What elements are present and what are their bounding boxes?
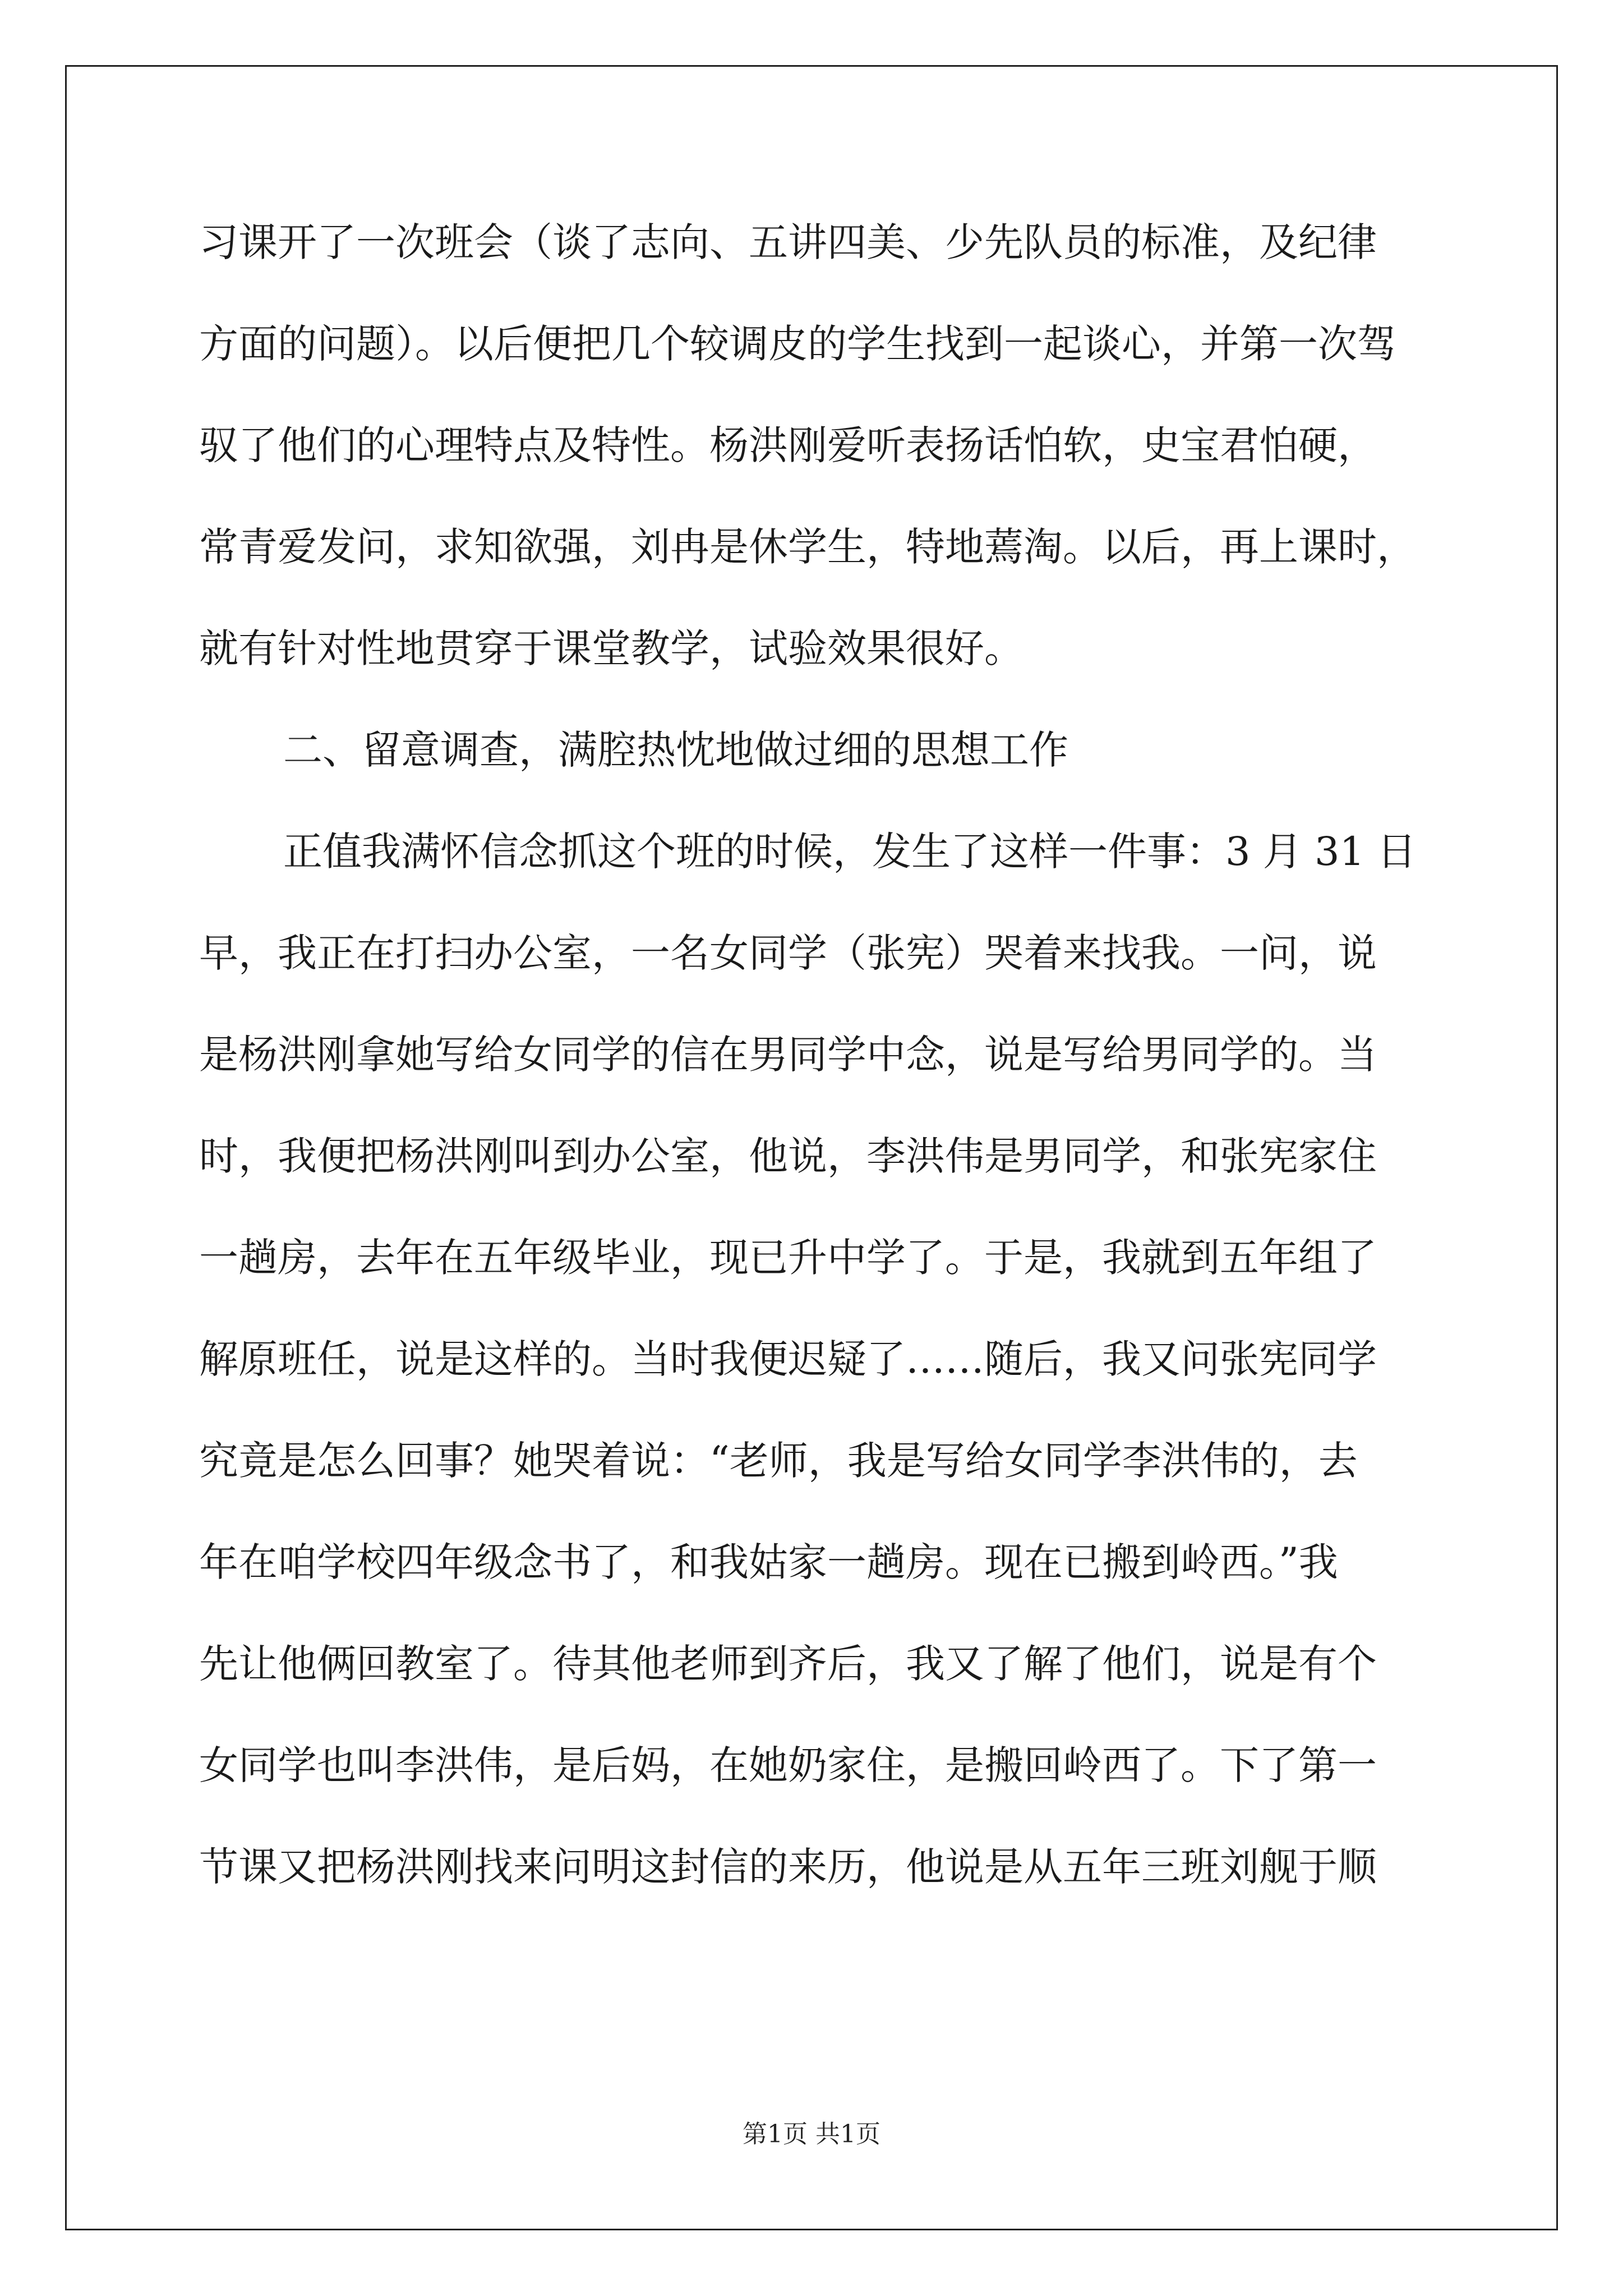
- text-line: 就有针对性地贯穿于课堂教学，试验效果很好。: [199, 625, 1023, 671]
- text-line: 先让他俩回教室了。待其他老师到齐后，我又了解了他们，说是有个: [199, 1641, 1377, 1687]
- text-line: 年在咱学校四年级念书了，和我姑家一趟房。现在已搬到岭西。”我: [199, 1539, 1338, 1585]
- text-line: 时，我便把杨洪刚叫到办公室，他说，李洪伟是男同学，和张宪家住: [199, 1133, 1377, 1179]
- section-heading: 二、留意调查，满腔热忱地做过细的思想工作: [283, 727, 1068, 773]
- text-line: 是杨洪刚拿她写给女同学的信在男同学中念，说是写给男同学的。当: [199, 1032, 1377, 1078]
- text-line: 驭了他们的心理特点及特性。杨洪刚爱听表扬话怕软，史宝君怕硬，: [199, 422, 1377, 468]
- text-line: 女同学也叫李洪伟，是后妈，在她奶家住，是搬回岭西了。下了第一: [199, 1742, 1377, 1788]
- text-line: 一趟房，去年在五年级毕业，现已升中学了。于是，我就到五年组了: [199, 1235, 1377, 1281]
- page-number: 第1页 共1页: [743, 2120, 880, 2148]
- text-line: 方面的问题）。以后便把几个较调皮的学生找到一起谈心，并第一次驾: [199, 321, 1396, 367]
- text-line: 究竟是怎么回事？她哭着说：“老师，我是写给女同学李洪伟的，去: [199, 1438, 1358, 1484]
- text-line: 解原班任，说是这样的。当时我便迟疑了……随后，我又问张宪同学: [199, 1336, 1377, 1382]
- text-line: 习课开了一次班会（谈了志向、五讲四美、少先队员的标准，及纪律: [199, 219, 1377, 265]
- text-line: 正值我满怀信念抓这个班的时候，发生了这样一件事：3 月 31 日: [283, 829, 1417, 875]
- text-line: 常青爱发问，求知欲强，刘冉是休学生，特地蔫淘。以后，再上课时，: [199, 524, 1416, 570]
- text-line: 节课又把杨洪刚找来问明这封信的来历，他说是从五年三班刘舰于顺: [199, 1844, 1377, 1890]
- text-line: 早，我正在打扫办公室，一名女同学（张宪）哭着来找我。一问，说: [199, 930, 1377, 976]
